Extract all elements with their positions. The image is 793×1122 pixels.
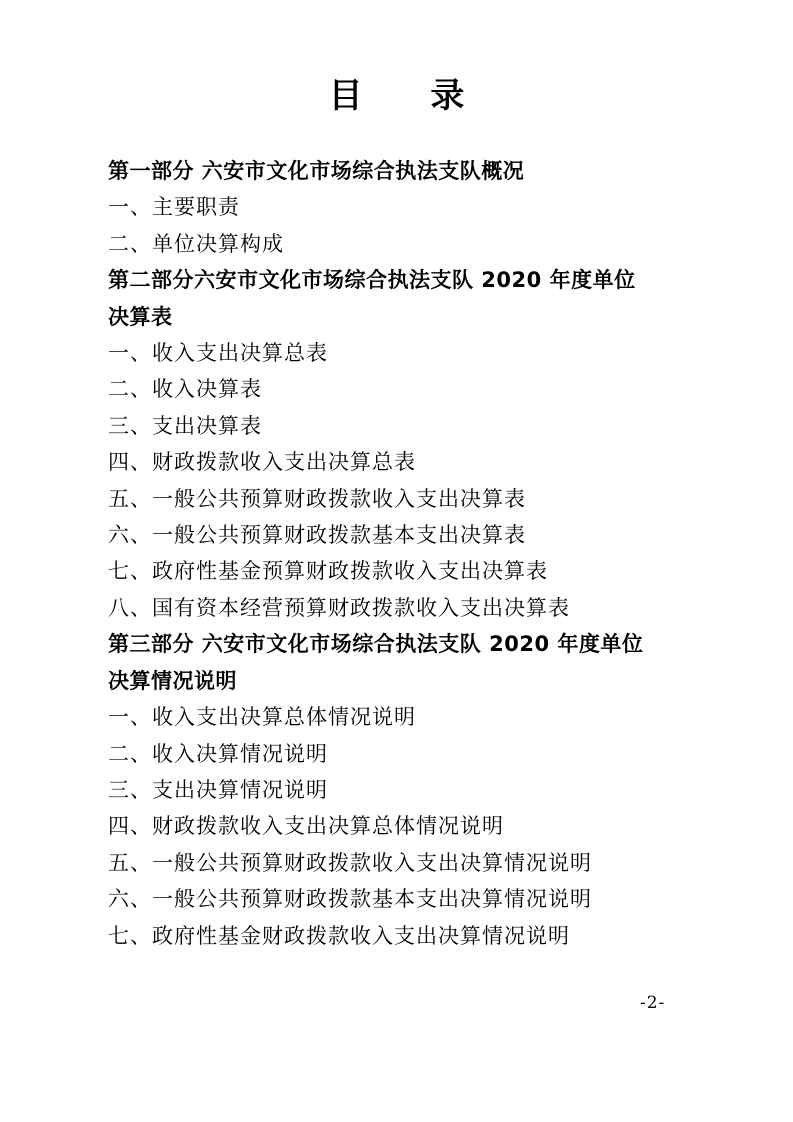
toc-part-heading: 第一部分 六安市文化市场综合执法支队概况 bbox=[108, 159, 525, 183]
toc-item: 五、一般公共预算财政拨款收入支出决算情况说明 bbox=[108, 850, 592, 875]
toc-part-heading: 第三部分 六安市文化市场综合执法支队 2020 年度单位 bbox=[108, 632, 644, 657]
toc-item: 一、收入支出决算总体情况说明 bbox=[108, 705, 416, 730]
toc-part-heading: 决算情况说明 bbox=[108, 668, 237, 693]
table-of-contents bbox=[108, 153, 688, 954]
toc-item: 一、主要职责 bbox=[108, 195, 240, 220]
toc-item: 五、一般公共预算财政拨款收入支出决算表 bbox=[108, 486, 526, 511]
toc-item: 二、收入决算表 bbox=[108, 377, 262, 402]
toc-item: 四、财政拨款收入支出决算总表 bbox=[108, 450, 416, 475]
page-number: -2- bbox=[640, 993, 666, 1013]
toc-item: 三、支出决算情况说明 bbox=[108, 777, 328, 802]
toc-item: 七、政府性基金财政拨款收入支出决算情况说明 bbox=[108, 923, 570, 948]
toc-part-heading: 决算表 bbox=[108, 304, 173, 329]
toc-item: 一、收入支出决算总表 bbox=[108, 341, 328, 366]
toc-item: 二、收入决算情况说明 bbox=[108, 741, 328, 766]
toc-item: 八、国有资本经营预算财政拨款收入支出决算表 bbox=[108, 595, 570, 620]
toc-item: 七、政府性基金预算财政拨款收入支出决算表 bbox=[108, 559, 548, 584]
toc-item: 二、单位决算构成 bbox=[108, 231, 284, 256]
toc-item: 四、财政拨款收入支出决算总体情况说明 bbox=[108, 814, 504, 839]
toc-item: 六、一般公共预算财政拨款基本支出决算情况说明 bbox=[108, 887, 592, 912]
toc-part-heading: 第二部分六安市文化市场综合执法支队 2020 年度单位 bbox=[108, 268, 636, 293]
toc-item: 三、支出决算表 bbox=[108, 413, 262, 438]
page-title: 目 录 bbox=[328, 76, 493, 116]
toc-item: 六、一般公共预算财政拨款基本支出决算表 bbox=[108, 523, 526, 548]
